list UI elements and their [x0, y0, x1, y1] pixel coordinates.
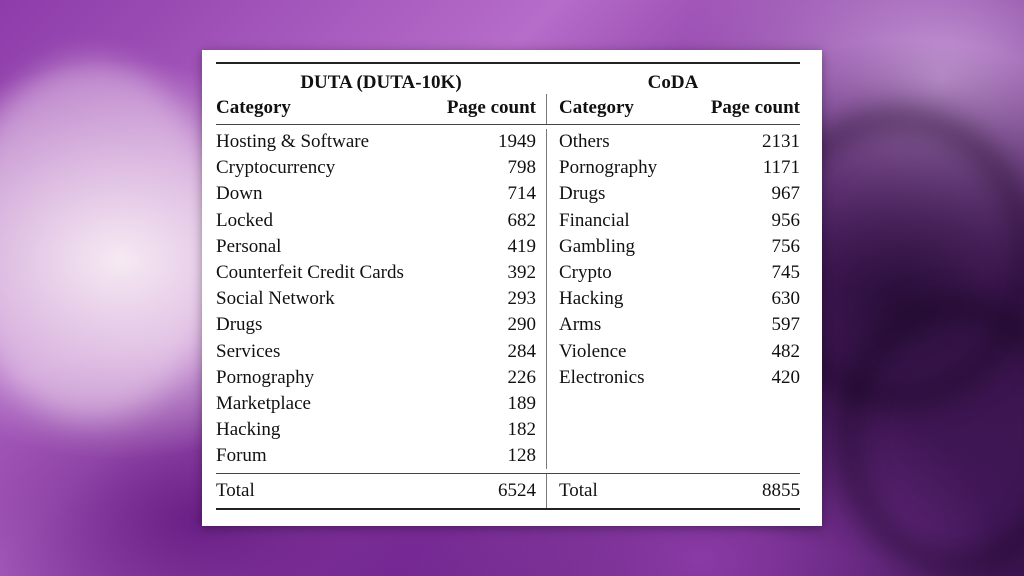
table-row [547, 286, 800, 312]
page-count-cell: 182 [507, 419, 536, 441]
category-cell: Violence [559, 340, 627, 362]
category-cell: Financial [559, 209, 630, 231]
page-count-cell: 420 [771, 366, 800, 388]
page-count-cell: 482 [771, 340, 800, 362]
table-row [547, 234, 800, 260]
page-count-cell: 189 [507, 392, 536, 414]
page-count-cell: 597 [771, 314, 800, 336]
page-count-cell: 1171 [762, 157, 800, 179]
category-cell: Drugs [559, 183, 606, 205]
category-cell: Personal [216, 235, 282, 257]
page-count-cell: 798 [507, 157, 536, 179]
page-count-cell: 284 [507, 340, 536, 362]
page-count-cell: 756 [771, 235, 800, 257]
category-cell: Down [216, 183, 263, 205]
total-row [216, 474, 800, 508]
category-cell: Locked [216, 209, 273, 231]
page-count-cell: 714 [507, 183, 536, 205]
table-row [216, 208, 546, 234]
category-cell: Hosting & Software [216, 131, 370, 152]
column-header-category: Category [559, 97, 634, 118]
table-row [216, 312, 546, 338]
column-header-page-count: Page count [446, 97, 536, 118]
category-cell: Hacking [216, 419, 281, 441]
page-count-cell: 630 [771, 288, 800, 310]
category-cell: Others [559, 131, 610, 152]
page-count-cell: 745 [771, 261, 800, 283]
category-cell: Crypto [559, 261, 612, 283]
page-count-cell: 293 [507, 288, 536, 310]
table-row [216, 443, 546, 469]
page-count-cell: 392 [507, 261, 536, 283]
category-cell: Services [216, 340, 281, 362]
background-glow [0, 60, 220, 420]
category-cell: Social Network [216, 288, 335, 310]
table-row [216, 365, 546, 391]
category-cell: Marketplace [216, 392, 311, 414]
total-label: Total [216, 480, 255, 502]
table-row [547, 155, 800, 181]
total-count: 6524 [498, 480, 536, 502]
category-cell: Counterfeit Credit Cards [216, 261, 404, 283]
total-label: Total [559, 480, 598, 502]
category-cell: Cryptocurrency [216, 157, 336, 179]
category-cell: Arms [559, 314, 602, 336]
table-row [547, 312, 800, 338]
category-cell: Gambling [559, 235, 635, 257]
table-row [216, 417, 546, 443]
table-row [547, 260, 800, 286]
page-count-cell: 419 [507, 235, 536, 257]
page-count-cell: 956 [771, 209, 800, 231]
category-cell: Drugs [216, 314, 263, 336]
column-header-page-count: Page count [710, 97, 800, 118]
total-count: 8855 [762, 480, 800, 502]
category-cell: Hacking [559, 288, 624, 310]
table-row [547, 339, 800, 365]
group-header-duta: DUTA (DUTA-10K) [300, 72, 462, 93]
table-body [216, 125, 800, 469]
table-row [216, 234, 546, 260]
page-count-cell: 290 [507, 314, 536, 336]
table-row [216, 155, 546, 181]
page-count-cell: 226 [507, 366, 536, 388]
table-row [547, 129, 800, 155]
category-cell: Pornography [559, 157, 658, 179]
column-header-row [216, 94, 800, 124]
table-card [202, 50, 822, 526]
table-row [216, 260, 546, 286]
table-row [547, 365, 800, 391]
page-count-cell: 682 [507, 209, 536, 231]
table-row [216, 339, 546, 365]
page-count-cell: 128 [507, 445, 536, 467]
category-cell: Electronics [559, 366, 645, 388]
bottom-rule [216, 508, 800, 510]
category-cell: Pornography [216, 366, 315, 388]
group-header-coda: CoDA [647, 72, 699, 93]
table-row [547, 181, 800, 207]
duta-rows [216, 129, 546, 469]
table-row [216, 286, 546, 312]
category-cell: Forum [216, 445, 267, 467]
comparison-table [216, 62, 800, 510]
group-header-row [216, 64, 800, 94]
table-row [216, 391, 546, 417]
page-count-cell: 1949 [498, 131, 536, 152]
page-count-cell: 967 [771, 183, 800, 205]
coda-rows [547, 129, 800, 469]
table-row [547, 208, 800, 234]
table-row [216, 129, 546, 155]
table-row [216, 181, 546, 207]
column-header-category: Category [216, 97, 291, 118]
page-count-cell: 2131 [762, 131, 800, 152]
